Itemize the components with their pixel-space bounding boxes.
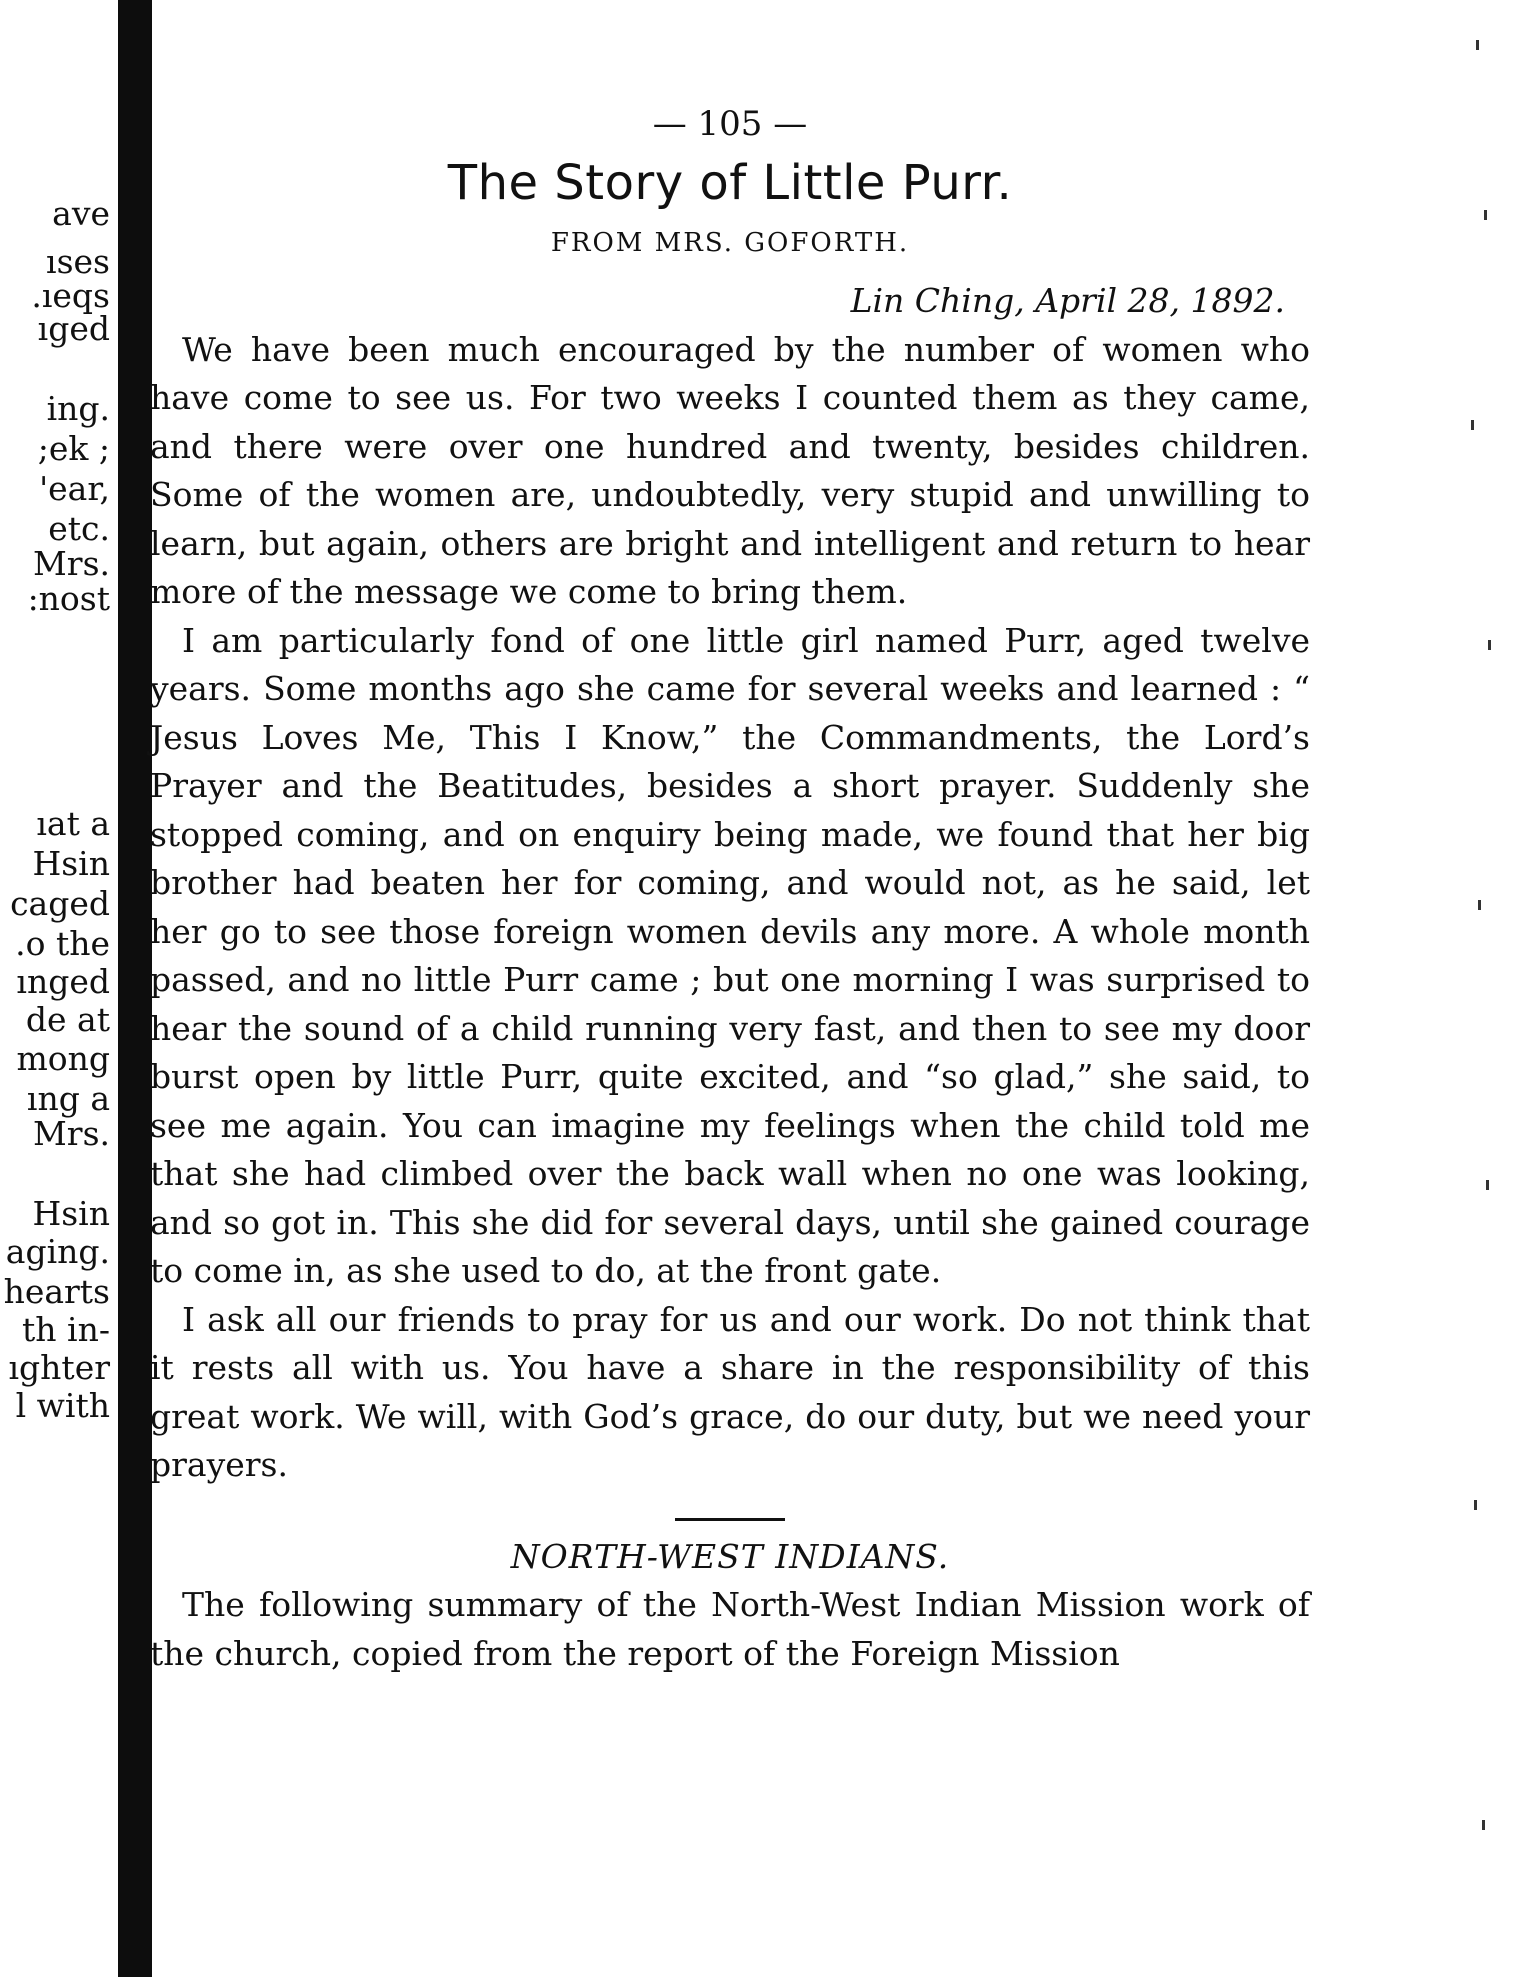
margin-fragment: Mrs. <box>33 544 110 583</box>
margin-fragment: de at <box>25 1000 110 1039</box>
margin-fragment: :nost <box>27 579 110 618</box>
margin-fragment: etc. <box>48 509 110 548</box>
margin-fragment: ıat a <box>36 804 110 843</box>
margin-fragment: th in- <box>22 1310 110 1349</box>
right-edge-scan-artifacts <box>1456 0 1526 1977</box>
article-title: The Story of Little Purr. <box>447 154 1013 211</box>
body-paragraph: We have been much encouraged by the number of women who have come to see us. For two weeks I counted them as they came, and there were over one hundred and twenty, besides children. Some of the women are, undoubtedly, very stupid and unwilling to learn, but again, others are bright and intelligent and return to hear more of the message we come to bring them. <box>150 329 1310 611</box>
margin-fragment: .o the <box>15 924 110 963</box>
scan-speck <box>1474 1500 1477 1510</box>
margin-fragment: hearts <box>3 1272 110 1311</box>
section-paragraph: The following summary of the North-West Indian Mission work of the church, copied from the report of the Foreign Mission <box>150 1585 1310 1673</box>
previous-page-margin-fragments <box>0 0 118 1977</box>
dateline: Lin Ching, April 28, 1892. <box>850 281 1285 320</box>
scan-speck <box>1478 900 1481 910</box>
margin-fragment: Hsin <box>32 1194 110 1233</box>
scan-speck <box>1488 640 1491 650</box>
body-paragraph: I am particularly fond of one little girl named Purr, aged twelve years. Some months ago she came for several weeks and learned : “ Jesus Loves Me, This I Know,” the Commandments, the Lord’s Prayer and the Beatitudes, besides a short prayer. Suddenly she stopped coming, and on enquiry being made, we found that her big brother had beaten her for coming, and would not, as he said, let her go to see those foreign women devils any more. A whole month passed, and no little Purr came ; but one morning I was surprised to hear the sound of a child running very fast, and then to see my door burst open by little Purr, quite excited, and “so glad,” she said, to see me again. You can imagine my feelings when the child told me that she had climbed over the back wall when no one was looking, and so got in. This she did for several days, until she gained courage to come in, as she used to do, at the front gate. <box>150 620 1310 1290</box>
margin-fragment: ıghter <box>8 1348 110 1387</box>
section-heading: NORTH-WEST INDIANS. <box>510 1536 950 1576</box>
margin-fragment: ;ek ; <box>37 429 110 468</box>
scan-speck <box>1476 40 1479 50</box>
margin-fragment: ınged <box>16 962 110 1001</box>
scan-speck <box>1484 210 1487 220</box>
section-divider <box>675 1518 785 1521</box>
margin-fragment: Mrs. <box>33 1114 110 1153</box>
margin-fragment: ıses <box>46 242 110 281</box>
margin-fragment: aging. <box>5 1232 110 1271</box>
margin-fragment: ıged <box>37 309 110 348</box>
margin-fragment: ing. <box>46 389 110 428</box>
scan-speck <box>1486 1180 1489 1190</box>
byline: FROM MRS. GOFORTH. <box>550 227 910 258</box>
margin-fragment: mong <box>16 1039 110 1078</box>
margin-fragment: caged <box>10 884 110 923</box>
margin-fragment: 'ear, <box>39 469 110 508</box>
article-page <box>150 100 1310 1678</box>
margin-fragment: ave <box>52 194 110 233</box>
scan-speck <box>1482 1820 1485 1830</box>
margin-fragment: Hsin <box>32 844 110 883</box>
binding-gutter-shadow <box>118 0 152 1977</box>
body-paragraph: I ask all our friends to pray for us and our work. Do not think that it rests all with us. You have a share in the responsibility of this great work. We will, with God’s grace, do our duty, but we need your prayers. <box>150 1299 1310 1484</box>
margin-fragment: .ıeqs <box>31 276 110 315</box>
margin-fragment: l with <box>15 1386 110 1425</box>
page-number: — 105 — <box>652 104 808 144</box>
margin-fragment: ıng a <box>26 1079 110 1118</box>
scan-speck <box>1471 420 1474 430</box>
